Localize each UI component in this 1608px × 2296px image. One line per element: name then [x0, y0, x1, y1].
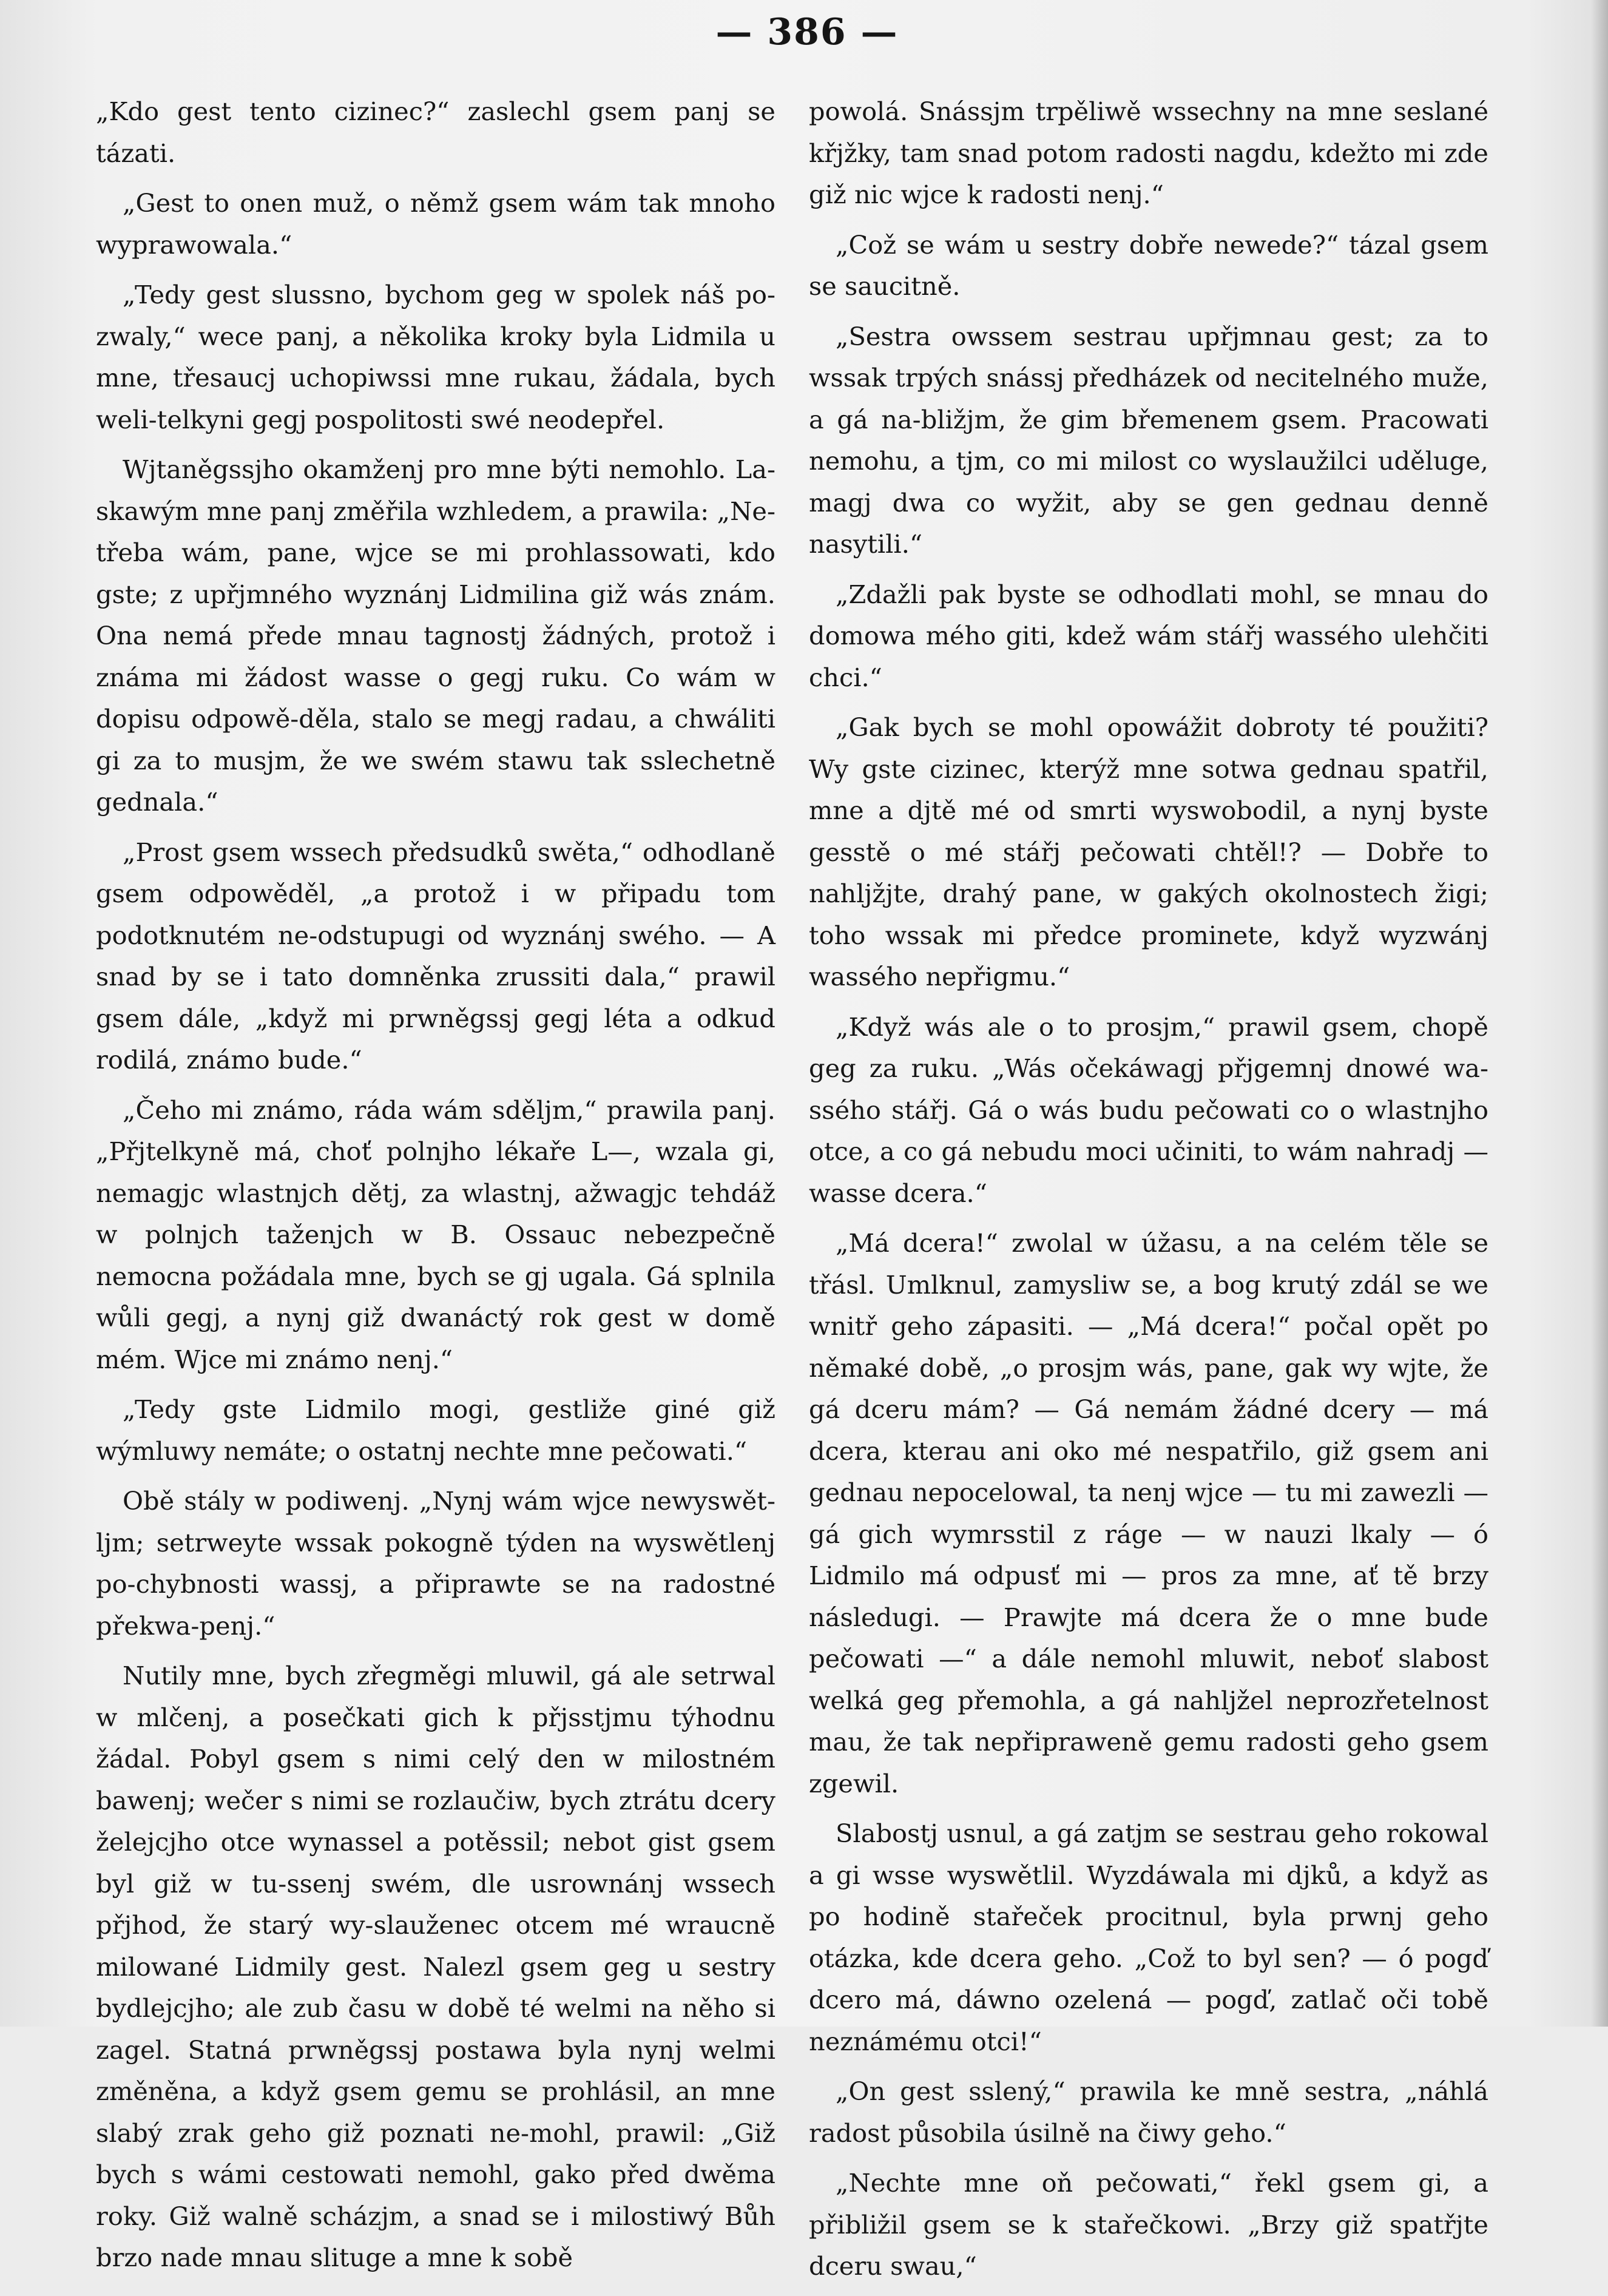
paragraph: „Když wás ale o to prosjm,“ prawil gsem, chopě geg za ruku. „Wás očekáwagj přjgemnj dnowé wa-ssého stářj. Gá o wás budu pečowati co o wlastnjho otce, a co gá nebudu moci učiniti, to wám nahradj — wasse dcera.“ [809, 1011, 1488, 1208]
page-number: — 386 — [715, 11, 899, 53]
paragraph: „Gest to onen muž, o němž gsem wám tak mnoho wyprawowala.“ [96, 188, 775, 260]
paragraph: Nutily mne, bych zřegměgi mluwil, gá ale setrwal w mlčenj, a posečkati gich k přjsstjmu týhodnu žádal. Pobyl gsem s nimi celý den w milostném bawenj; wečer s nimi se rozlaučiw, bych ztrátu dcery želejcjho otce wynassel a potěssil; nebot gist gsem byl giž w tu-ssenj swém, dle usrownánj wssech přjhod, že starý wy-slauženec otcem mé wraucně milowané Lidmily gest. Nalezl gsem geg u sestry bydlejcjho; ale zub času w době té welmi na něho si zagel. Statná prwněgssj postawa byla nynj welmi změněna, a když gsem gemu se prohlásil, an mne slabý zrak geho giž poznati ne-mohl, prawil: „Giž bych s wámi cestowati nemohl, gako před dwěma roky. Giž walně scházjm, a snad se i milostiwý Bůh brzo nade mnau slitugе a mne k sobě [96, 1661, 775, 2272]
paragraph: „Tedy gest slussno, bychom geg w spolek náš po-zwaly,“ wece panj, a několika kroky byla Lidmila u mne, třesaucj uchopiwssi mne rukau, žádala, bych weli-telkyni gegj pospolitosti swé neodepřel. [96, 280, 775, 434]
paragraph: „Sestra owssem sestrau upřjmnau gest; za to wssak trpých snássj předházek od necitelného muže, a gá na-bližjm, že gim břemenem gsem. Pracowati nemohu, a tjm, co mi milost co wyslaužilci uděluge, magj dwa co wyžit, aby se gen gednau denně nasytili.“ [809, 321, 1488, 559]
paragraph: „Tedy gste Lidmilo mogi, gestliže giné giž wýmluwy nemáte; o ostatnj nechte mne pečowati.“ [96, 1394, 775, 1466]
paragraph: „Má dcera!“ zwolal w úžasu, a na celém těle se třásl. Umlknul, zamysliw se, a bog krutý zdál se we wnitř geho zápasiti. — „Má dcera!“ počal opět po němaké době, „o prosjm wás, pane, gak wy wjte, že gá dceru mám? — Gá nemám žádné dcery — má dcera, kterau ani oko mé nespatřilo, giž gsem ani gednau nepocelowal, ta nenj wjce — tu mi zawezli — gá gich wymrsstil z ráge — w nauzi lkaly — ó Lidmilo má odpusť mi — pros za mne, ať tě brzy následugi. — Prawjte má dcera že o mne bude pečowati —“ a dále nemohl mluwit, neboť slabost welká geg přemohla, a gá nahljžel neprozřetelnost mau, že tak nepřipraweně gemu radosti geho gsem zgewil. [809, 1228, 1488, 1798]
right-column [809, 91, 1488, 2296]
paragraph: „Kdo gest tento cizinec?“ zaslechl gsem panj se tázati. [96, 96, 775, 168]
paragraph: „On gest sslený,“ prawila ke mně sestra, „náhlá radost působila úsilně na čiwy geho.“ [809, 2076, 1488, 2148]
paragraph: „Prost gsem wssech předsudků swěta,“ odhodlaně gsem odpowěděl, „a protož i w připadu tom podotknutém ne-odstupugi od wyznánj swého. — A snad by se i tato domněnka zrussiti dala,“ prawil gsem dále, „když mi prwněgssj gegj léta a odkud rodilá, známo bude.“ [96, 837, 775, 1075]
paragraph: Obě stály w podiwenj. „Nynj wám wjce newyswět-ljm; setrweyte wssak pokogně týden na wyswětlenj po-chybnosti wassj, a připrawte se na radostné překwa-penj.“ [96, 1486, 775, 1641]
paragraph: powolá. Snássjm trpěliwě wssechny na mne seslané křjžky, tam snad potom radosti nagdu, kdežto mi zde giž nic wjce k radosti nenj.“ [809, 96, 1488, 209]
paragraph: „Gak bych se mohl opowážit dobroty té použiti? Wy gste cizinec, kterýž mne sotwa gednau spatřil, mne a djtě mé od smrti wyswobodil, a nynj byste gesstě o mé stářj pečowati chtěl!? — Dobře to nahljžjte, drahý pane, w gakých okolnostech žigi; toho wssak mi předce prominete, když wyzwánj wassého nepřigmu.“ [809, 712, 1488, 991]
paragraph: „Nechte mne oň pečowati,“ řekl gsem gi, a přibližil gsem se k stařečkowi. „Brzy giž spatřjte dceru swau,“ [809, 2168, 1488, 2281]
paragraph: „Což se wám u sestry dobře newede?“ tázal gsem se saucitně. [809, 229, 1488, 301]
paragraph: Slabostj usnul, a gá zatjm se sestrau geho rokowal a gi wsse wyswětlil. Wyzdáwala mi djků, a když as po hodině stařeček procitnul, byla prwnj geho otázka, kde dcera geho. „Což to byl sen? — ó pogď dcero má, dáwno ozelená — pogď, zatlač oči tobě neznámému otci!“ [809, 1818, 1488, 2056]
paragraph: „Čeho mi známo, ráda wám sděljm,“ prawila panj. „Přjtelkyně má, choť polnjho lékaře L—, wzala gi, nemagjc wlastnjch dětj, za wlastnj, ažwagjc tehdáž w polnjch taženjch w B. Ossauc nebezpečně nemocna požádala mne, bych se gj ugala. Gá splnila wůli gegj, a nynj giž dwanáctý rok gest w domě mém. Wjce mi známo nenj.“ [96, 1095, 775, 1374]
page-edge-shadow [1591, 0, 1608, 2027]
left-column [96, 91, 775, 2288]
paragraph: Wjtaněgssjho okamženj pro mne býti nemohlo. La-skawým mne panj změřila wzhledem, a prawila: „Ne-třeba wám, pane, wjce se mi prohlassowati, kdo gste; z upřjmného wyznánj Lidmilina giž wás znám. Ona nemá přede mnau tagnostj žádných, protož i známa mi žádost wasse o gegj ruku. Co wám w dopisu odpowě-děla, stalo se megj radau, a chwáliti gi za to musjm, že we swém stawu tak sslechetně gednala.“ [96, 454, 775, 817]
paragraph: „Zdažli pak byste se odhodlati mohl, se mnau do domowa mého giti, kdež wám stářj wassého ulehčiti chci.“ [809, 579, 1488, 692]
